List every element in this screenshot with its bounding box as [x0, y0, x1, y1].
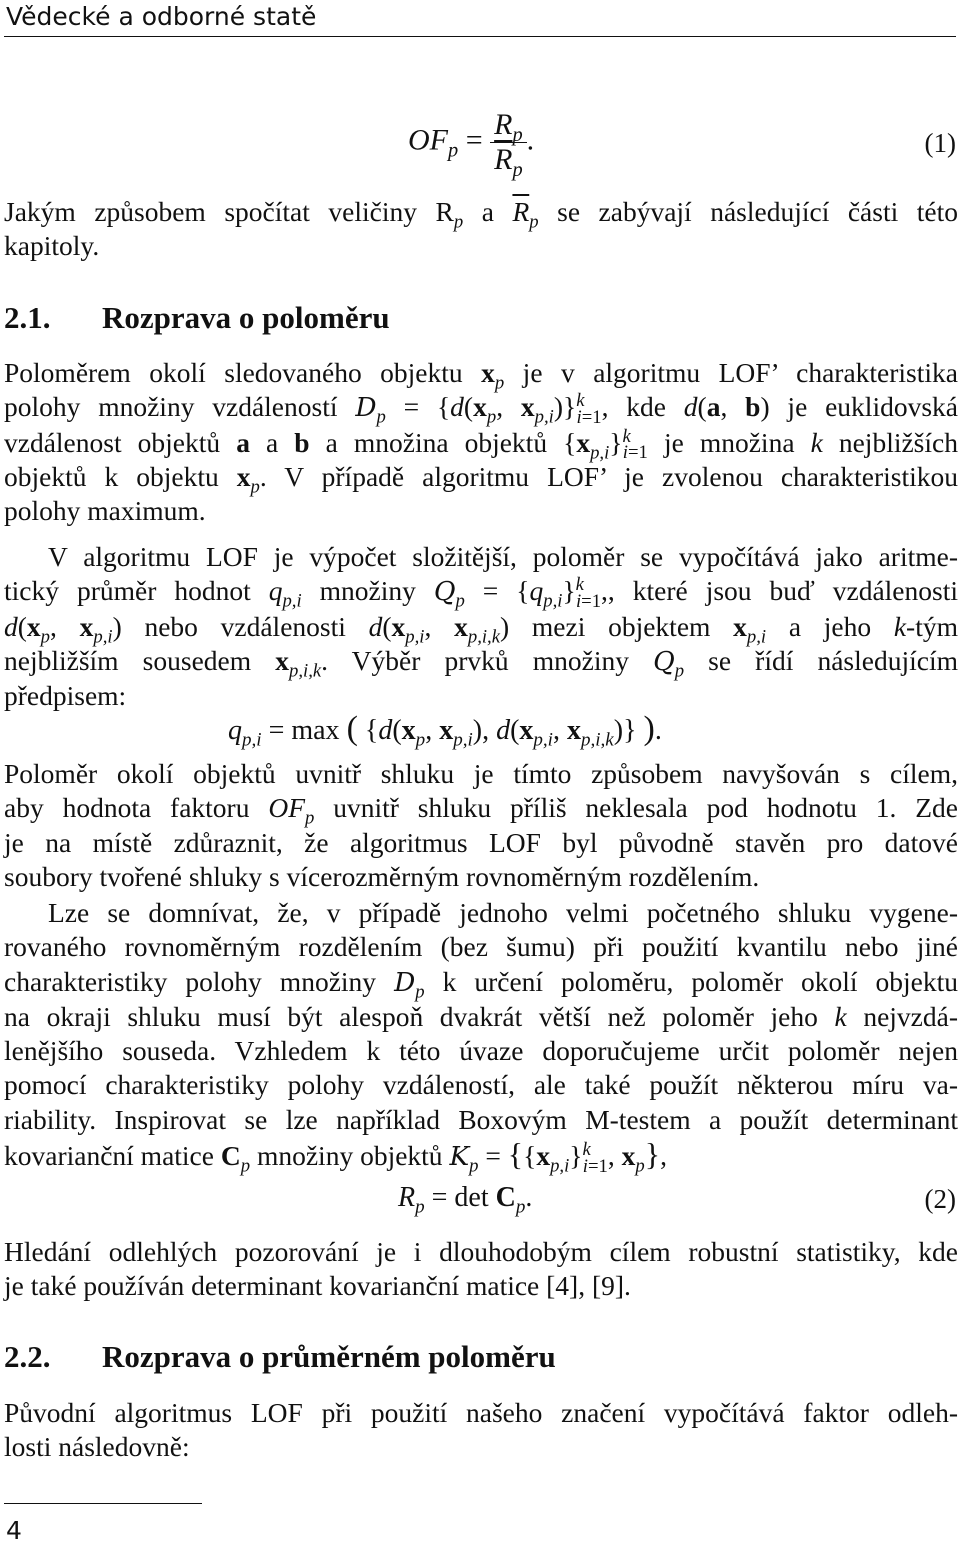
- paragraph-outliers: Hledání odlehlých pozorování je i dlouhodobým cílem robustní statistiky, kde je také používán determinant kovarianční matice [4], [9].: [4, 1236, 958, 1302]
- equation-1-number: (1): [924, 128, 956, 158]
- equation-q-body: $q_{p,i} = \max$ ( {$d(x_p$, $x_{p,i}$), $d(x_{p,i}$, $x_{p,i,k}$)} ).: [228, 710, 662, 751]
- running-header: Vědecké a odborné statě: [6, 2, 317, 31]
- paragraph-radius-increase: Poloměr okolí objektů uvnitř shluku je tímto způsobem navyšován s cílem, aby hodnota faktoru $OF_p$ uvnitř shluku příliš neklesala pod hodnotu 1. Zde je na místě zdůraznit, že algoritmus LOF byl původně stavěn pro datové soubory tvořené shluky s vícerozměrným rovnoměrným rozdělením.: [4, 758, 958, 892]
- section-heading-2-1: 2.1. Rozprava o poloměru: [4, 300, 390, 335]
- header-rule: [4, 36, 956, 37]
- paragraph-lof-radius: V algoritmu LOF je výpočet složitější, poloměr se vypočítává jako aritme- tický průměr hodnot $q_{p,i}$ množiny $Q_p = \{q_{p,i}\}^k_{i=1}$,, které jsou buď vzdálenosti $d(x_p$, $x_{p,i}$) nebo vzdálenosti $d(x_{p,i}$, $x_{p,i,k}$) mezi objektem $x_{p,i}$ a jeho k-tým nejbližším sousedem $x_{p,i,k}$. Výběr prvků množiny $Q_p$ se řídí následujícím předpisem:: [4, 541, 958, 712]
- paragraph-intro: Jakým způsobem spočítat veličiny $R_p$ a $\overline{R}_p$ se zabývají následující části této kapitoly.: [4, 196, 958, 262]
- equation-2-body: $R_p = \det C_p$.: [398, 1182, 533, 1218]
- footer-rule: [4, 1503, 202, 1504]
- equation-2: [0, 1182, 960, 1222]
- page-number: 4: [6, 1516, 22, 1545]
- equation-1-body: $OF_p$ = $\frac{R_p}{\overline{R}_p}$ .: [408, 108, 535, 181]
- paragraph-original-lof: Původní algoritmus LOF při použití našeho značení vypočítává faktor odleh- losti následovně:: [4, 1397, 958, 1463]
- equation-1-fraction: $\frac{R_p}{\overline{R}_p}$: [490, 108, 527, 177]
- equation-q: [0, 710, 960, 760]
- paragraph-covariance: Lze se domnívat, že, v případě jednoho velmi početného shluku vygene- rovaného rovnoměrným rozdělením (bez šumu) při použití kvantilu nebo jiné charakteristiky polohy množiny $D_p$ k určení poloměru, poloměr okolí objektu na okraji shluku musí být alespoň dvakrát větší než poloměr jeho k nejvzdá- lenějšího souseda. Vzhledem k této úvaze doporučujeme určit poloměr nejen pomocí charakteristiky polohy vzdáleností, ale také použít některou míru va- riability. Inspirovat se lze například Boxovým M-testem a použít determinant kovarianční matice $C_p$ množiny objektů $K_p = \{\{x_{p,i}\}^k_{i=1}$, $x_p$},: [4, 897, 959, 1177]
- equation-2-number: (2): [924, 1184, 956, 1214]
- section-heading-2-2: 2.2. Rozprava o průměrném poloměru: [4, 1339, 556, 1374]
- paragraph-radius-definition: Poloměrem okolí sledovaného objektu $x_p$ je v algoritmu LOF’ charakteristika polohy množiny vzdáleností $D_p = \{d(x_p$, $x_{p,i})\}^k_{i=1}$, kde d(a, b) je euklidovská vzdálenost objektů a a b a množina objektů $\{x_{p,i}\}^k_{i=1}$ je množina k nejbližších objektů k objektu $x_p$. V případě algoritmu LOF’ je zvolenou charakteristikou polohy maximum.: [4, 357, 958, 527]
- equation-1: [0, 108, 960, 188]
